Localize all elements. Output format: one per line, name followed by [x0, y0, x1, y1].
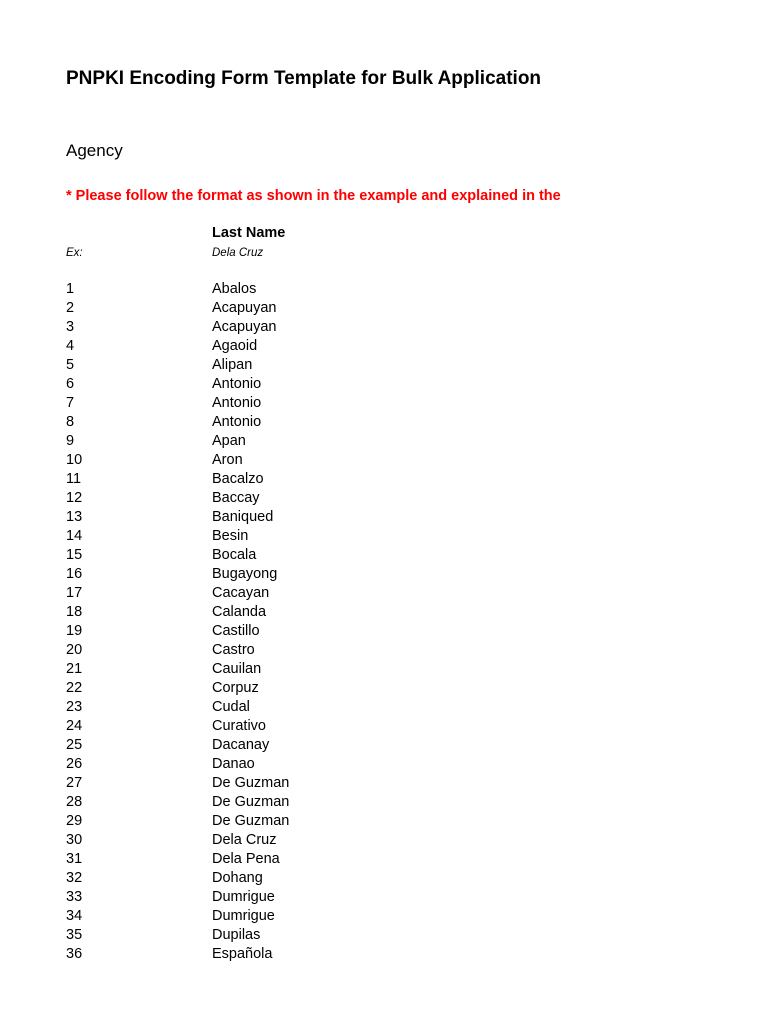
- row-number: 1: [66, 281, 75, 297]
- list-item: [0, 945, 768, 964]
- row-number: 10: [66, 452, 83, 468]
- list-item: [0, 470, 768, 489]
- list-item: [0, 546, 768, 565]
- row-number: 20: [66, 642, 83, 658]
- row-last-name: Dumrigue: [212, 908, 275, 924]
- row-number: 2: [66, 300, 75, 316]
- row-number: 5: [66, 357, 75, 373]
- row-number: 15: [66, 547, 83, 563]
- list-item: [0, 698, 768, 717]
- list-item: [0, 489, 768, 508]
- row-last-name: Baniqued: [212, 509, 274, 525]
- row-last-name: Abalos: [212, 281, 257, 297]
- row-last-name: Calanda: [212, 604, 267, 620]
- row-number: 8: [66, 414, 75, 430]
- row-number: 27: [66, 775, 83, 791]
- list-item: [0, 337, 768, 356]
- row-last-name: Antonio: [212, 395, 262, 411]
- list-item: [0, 641, 768, 660]
- row-number: 19: [66, 623, 83, 639]
- row-number: 18: [66, 604, 83, 620]
- list-item: [0, 451, 768, 470]
- row-last-name: Castillo: [212, 623, 260, 639]
- row-number: 6: [66, 376, 75, 392]
- row-number: 28: [66, 794, 83, 810]
- row-last-name: De Guzman: [212, 775, 290, 791]
- list-item: [0, 508, 768, 527]
- row-number: 25: [66, 737, 83, 753]
- row-number: 12: [66, 490, 83, 506]
- row-last-name: Apan: [212, 433, 246, 449]
- row-last-name: Bocala: [212, 547, 257, 563]
- list-item: [0, 736, 768, 755]
- row-number: 9: [66, 433, 75, 449]
- row-number: 13: [66, 509, 83, 525]
- row-last-name: Baccay: [212, 490, 260, 506]
- row-last-name: Danao: [212, 756, 255, 772]
- row-last-name: Castro: [212, 642, 255, 658]
- row-number: 7: [66, 395, 75, 411]
- list-item: [0, 318, 768, 337]
- row-last-name: Dela Pena: [212, 851, 280, 867]
- list-item: [0, 280, 768, 299]
- list-item: [0, 603, 768, 622]
- list-item: [0, 774, 768, 793]
- list-item: [0, 907, 768, 926]
- list-item: [0, 869, 768, 888]
- list-item: [0, 432, 768, 451]
- row-number: 4: [66, 338, 75, 354]
- row-number: 23: [66, 699, 83, 715]
- row-last-name: Dohang: [212, 870, 263, 886]
- row-number: 3: [66, 319, 75, 335]
- row-number: 16: [66, 566, 83, 582]
- row-last-name: Dupilas: [212, 927, 261, 943]
- list-item: [0, 565, 768, 584]
- last-name-list: [0, 280, 768, 964]
- list-item: [0, 394, 768, 413]
- list-item: [0, 375, 768, 394]
- last-name-column-header: Last Name: [212, 225, 286, 241]
- example-label: Ex:: [66, 247, 83, 259]
- row-last-name: Cauilan: [212, 661, 262, 677]
- row-last-name: Aron: [212, 452, 243, 468]
- row-last-name: Corpuz: [212, 680, 259, 696]
- row-number: 14: [66, 528, 83, 544]
- list-item: [0, 299, 768, 318]
- row-number: 26: [66, 756, 83, 772]
- example-last-name: Dela Cruz: [212, 247, 264, 259]
- row-number: 24: [66, 718, 83, 734]
- list-item: [0, 793, 768, 812]
- row-last-name: Besin: [212, 528, 249, 544]
- row-last-name: Cacayan: [212, 585, 270, 601]
- list-item: [0, 717, 768, 736]
- list-item: [0, 679, 768, 698]
- row-number: 31: [66, 851, 83, 867]
- row-number: 35: [66, 927, 83, 943]
- list-item: [0, 926, 768, 945]
- list-item: [0, 755, 768, 774]
- row-number: 32: [66, 870, 83, 886]
- row-number: 36: [66, 946, 83, 962]
- list-item: [0, 888, 768, 907]
- list-item: [0, 356, 768, 375]
- row-last-name: Alipan: [212, 357, 253, 373]
- row-number: 11: [66, 471, 82, 487]
- row-last-name: Antonio: [212, 376, 262, 392]
- row-last-name: De Guzman: [212, 813, 290, 829]
- row-last-name: Bugayong: [212, 566, 278, 582]
- list-item: [0, 660, 768, 679]
- row-last-name: Dacanay: [212, 737, 270, 753]
- list-item: [0, 584, 768, 603]
- list-item: [0, 812, 768, 831]
- row-last-name: Española: [212, 946, 273, 962]
- row-last-name: Curativo: [212, 718, 266, 734]
- row-last-name: Acapuyan: [212, 300, 277, 316]
- row-number: 33: [66, 889, 83, 905]
- page-title: PNPKI Encoding Form Template for Bulk Application: [66, 68, 542, 89]
- list-item: [0, 622, 768, 641]
- row-number: 21: [66, 661, 83, 677]
- row-last-name: Agaoid: [212, 338, 258, 354]
- row-last-name: Bacalzo: [212, 471, 264, 487]
- row-number: 34: [66, 908, 83, 924]
- row-last-name: Dela Cruz: [212, 832, 277, 848]
- row-number: 22: [66, 680, 83, 696]
- row-last-name: Antonio: [212, 414, 262, 430]
- format-notice: * Please follow the format as shown in the example and explained in the: [66, 188, 561, 204]
- list-item: [0, 831, 768, 850]
- row-last-name: Dumrigue: [212, 889, 275, 905]
- agency-label: Agency: [66, 141, 123, 160]
- row-last-name: De Guzman: [212, 794, 290, 810]
- row-number: 29: [66, 813, 83, 829]
- list-item: [0, 413, 768, 432]
- row-number: 17: [66, 585, 83, 601]
- row-last-name: Cudal: [212, 699, 250, 715]
- list-item: [0, 850, 768, 869]
- list-item: [0, 527, 768, 546]
- row-number: 30: [66, 832, 83, 848]
- row-last-name: Acapuyan: [212, 319, 277, 335]
